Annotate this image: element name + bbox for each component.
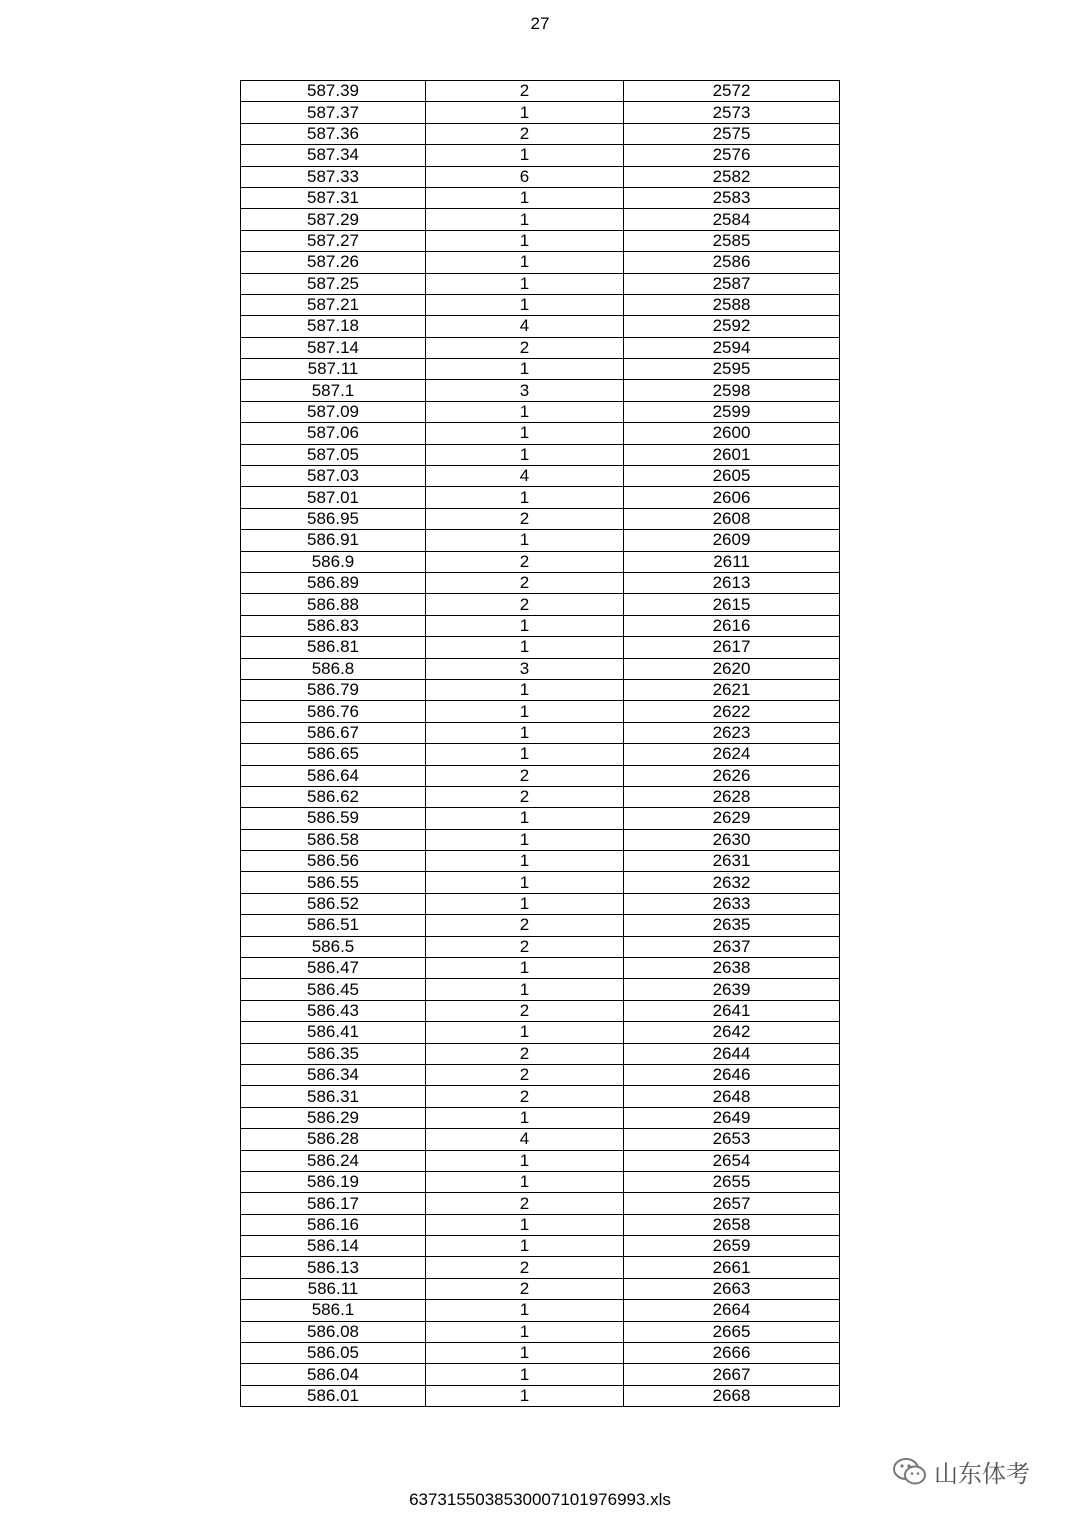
count-cell: 4 xyxy=(426,1129,624,1150)
score-cell: 586.19 xyxy=(241,1171,426,1192)
score-cell: 587.33 xyxy=(241,166,426,187)
table-row xyxy=(241,1214,840,1235)
count-cell: 2 xyxy=(426,81,624,102)
page-number: 27 xyxy=(530,14,550,33)
table-row xyxy=(241,209,840,230)
count-cell: 1 xyxy=(426,1150,624,1171)
count-cell: 1 xyxy=(426,893,624,914)
count-cell: 2 xyxy=(426,337,624,358)
cumulative-cell: 2615 xyxy=(624,594,840,615)
table-row xyxy=(241,423,840,444)
cumulative-cell: 2668 xyxy=(624,1385,840,1406)
cumulative-cell: 2587 xyxy=(624,273,840,294)
score-cell: 586.01 xyxy=(241,1385,426,1406)
table-row xyxy=(241,1193,840,1214)
table-row xyxy=(241,701,840,722)
count-cell: 2 xyxy=(426,936,624,957)
table-row xyxy=(241,1236,840,1257)
table-row xyxy=(241,1300,840,1321)
score-cell: 586.79 xyxy=(241,679,426,700)
cumulative-cell: 2608 xyxy=(624,508,840,529)
cumulative-cell: 2642 xyxy=(624,1022,840,1043)
cumulative-cell: 2648 xyxy=(624,1086,840,1107)
score-cell: 586.64 xyxy=(241,765,426,786)
score-cell: 587.03 xyxy=(241,466,426,487)
cumulative-cell: 2594 xyxy=(624,337,840,358)
count-cell: 1 xyxy=(426,1214,624,1235)
score-cell: 586.52 xyxy=(241,893,426,914)
count-cell: 1 xyxy=(426,230,624,251)
score-cell: 586.05 xyxy=(241,1343,426,1364)
score-cell: 586.47 xyxy=(241,958,426,979)
score-cell: 587.1 xyxy=(241,380,426,401)
cumulative-cell: 2599 xyxy=(624,401,840,422)
score-cell: 586.35 xyxy=(241,1043,426,1064)
count-cell: 1 xyxy=(426,1300,624,1321)
table-row xyxy=(241,658,840,679)
score-cell: 586.31 xyxy=(241,1086,426,1107)
count-cell: 2 xyxy=(426,1193,624,1214)
count-cell: 1 xyxy=(426,851,624,872)
file-name: 637315503853000710197​6993.xls xyxy=(409,1490,671,1509)
table-row xyxy=(241,102,840,123)
score-cell: 586.1 xyxy=(241,1300,426,1321)
table-row xyxy=(241,722,840,743)
score-cell: 586.5 xyxy=(241,936,426,957)
score-cell: 586.43 xyxy=(241,1000,426,1021)
cumulative-cell: 2644 xyxy=(624,1043,840,1064)
score-table-body xyxy=(241,81,840,1407)
count-cell: 1 xyxy=(426,1171,624,1192)
cumulative-cell: 2657 xyxy=(624,1193,840,1214)
score-cell: 586.14 xyxy=(241,1236,426,1257)
count-cell: 1 xyxy=(426,145,624,166)
score-cell: 587.14 xyxy=(241,337,426,358)
cumulative-cell: 2622 xyxy=(624,701,840,722)
table-row xyxy=(241,893,840,914)
table-row xyxy=(241,337,840,358)
score-cell: 587.05 xyxy=(241,444,426,465)
cumulative-cell: 2666 xyxy=(624,1343,840,1364)
cumulative-cell: 2598 xyxy=(624,380,840,401)
cumulative-cell: 2663 xyxy=(624,1278,840,1299)
count-cell: 1 xyxy=(426,252,624,273)
count-cell: 1 xyxy=(426,744,624,765)
cumulative-cell: 2633 xyxy=(624,893,840,914)
table-row xyxy=(241,1278,840,1299)
cumulative-cell: 2628 xyxy=(624,786,840,807)
count-cell: 1 xyxy=(426,1107,624,1128)
table-row xyxy=(241,316,840,337)
score-cell: 586.81 xyxy=(241,637,426,658)
cumulative-cell: 2646 xyxy=(624,1064,840,1085)
cumulative-cell: 2658 xyxy=(624,1214,840,1235)
count-cell: 1 xyxy=(426,444,624,465)
table-row xyxy=(241,594,840,615)
count-cell: 1 xyxy=(426,872,624,893)
table-row xyxy=(241,252,840,273)
cumulative-cell: 2664 xyxy=(624,1300,840,1321)
count-cell: 4 xyxy=(426,466,624,487)
score-cell: 586.41 xyxy=(241,1022,426,1043)
table-row xyxy=(241,1257,840,1278)
score-cell: 586.13 xyxy=(241,1257,426,1278)
score-cell: 587.18 xyxy=(241,316,426,337)
count-cell: 1 xyxy=(426,979,624,1000)
watermark xyxy=(892,1454,1030,1489)
table-row xyxy=(241,123,840,144)
table-row xyxy=(241,572,840,593)
count-cell: 2 xyxy=(426,786,624,807)
score-cell: 586.91 xyxy=(241,530,426,551)
cumulative-cell: 2653 xyxy=(624,1129,840,1150)
count-cell: 2 xyxy=(426,1064,624,1085)
score-cell: 586.9 xyxy=(241,551,426,572)
score-cell: 586.62 xyxy=(241,786,426,807)
score-cell: 586.59 xyxy=(241,808,426,829)
cumulative-cell: 2630 xyxy=(624,829,840,850)
score-cell: 586.88 xyxy=(241,594,426,615)
cumulative-cell: 2584 xyxy=(624,209,840,230)
count-cell: 1 xyxy=(426,530,624,551)
table-row xyxy=(241,744,840,765)
cumulative-cell: 2600 xyxy=(624,423,840,444)
cumulative-cell: 2592 xyxy=(624,316,840,337)
score-cell: 587.09 xyxy=(241,401,426,422)
score-cell: 586.58 xyxy=(241,829,426,850)
cumulative-cell: 2637 xyxy=(624,936,840,957)
table-row xyxy=(241,615,840,636)
cumulative-cell: 2629 xyxy=(624,808,840,829)
score-cell: 586.67 xyxy=(241,722,426,743)
cumulative-cell: 2583 xyxy=(624,187,840,208)
cumulative-cell: 2616 xyxy=(624,615,840,636)
table-row xyxy=(241,958,840,979)
count-cell: 2 xyxy=(426,508,624,529)
table-row xyxy=(241,1129,840,1150)
count-cell: 1 xyxy=(426,401,624,422)
table-row xyxy=(241,1321,840,1342)
table-row xyxy=(241,145,840,166)
table-row xyxy=(241,765,840,786)
cumulative-cell: 2665 xyxy=(624,1321,840,1342)
score-cell: 586.28 xyxy=(241,1129,426,1150)
count-cell: 1 xyxy=(426,1022,624,1043)
table-row xyxy=(241,1150,840,1171)
count-cell: 1 xyxy=(426,187,624,208)
score-cell: 586.51 xyxy=(241,915,426,936)
table-row xyxy=(241,1364,840,1385)
table-row xyxy=(241,679,840,700)
cumulative-cell: 2623 xyxy=(624,722,840,743)
cumulative-cell: 2661 xyxy=(624,1257,840,1278)
count-cell: 1 xyxy=(426,359,624,380)
count-cell: 1 xyxy=(426,102,624,123)
table-row xyxy=(241,273,840,294)
score-cell: 587.25 xyxy=(241,273,426,294)
cumulative-cell: 2621 xyxy=(624,679,840,700)
score-cell: 587.01 xyxy=(241,487,426,508)
table-row xyxy=(241,915,840,936)
count-cell: 2 xyxy=(426,1000,624,1021)
score-cell: 586.34 xyxy=(241,1064,426,1085)
cumulative-cell: 2582 xyxy=(624,166,840,187)
table-row xyxy=(241,1000,840,1021)
count-cell: 1 xyxy=(426,701,624,722)
count-cell: 2 xyxy=(426,123,624,144)
count-cell: 2 xyxy=(426,594,624,615)
cumulative-cell: 2575 xyxy=(624,123,840,144)
score-cell: 586.45 xyxy=(241,979,426,1000)
count-cell: 1 xyxy=(426,679,624,700)
table-row xyxy=(241,401,840,422)
count-cell: 2 xyxy=(426,1086,624,1107)
score-cell: 586.16 xyxy=(241,1214,426,1235)
score-cell: 587.36 xyxy=(241,123,426,144)
table-row xyxy=(241,808,840,829)
cumulative-cell: 2626 xyxy=(624,765,840,786)
table-row xyxy=(241,851,840,872)
cumulative-cell: 2655 xyxy=(624,1171,840,1192)
score-cell: 587.37 xyxy=(241,102,426,123)
score-cell: 587.31 xyxy=(241,187,426,208)
cumulative-cell: 2588 xyxy=(624,294,840,315)
table-row xyxy=(241,979,840,1000)
table-row xyxy=(241,187,840,208)
table-row xyxy=(241,466,840,487)
table-row xyxy=(241,1343,840,1364)
table-row xyxy=(241,487,840,508)
score-cell: 587.39 xyxy=(241,81,426,102)
count-cell: 1 xyxy=(426,829,624,850)
table-row xyxy=(241,1171,840,1192)
score-cell: 586.29 xyxy=(241,1107,426,1128)
count-cell: 1 xyxy=(426,273,624,294)
score-cell: 586.89 xyxy=(241,572,426,593)
table-row xyxy=(241,551,840,572)
count-cell: 2 xyxy=(426,1278,624,1299)
score-cell: 586.04 xyxy=(241,1364,426,1385)
score-cell: 586.24 xyxy=(241,1150,426,1171)
cumulative-cell: 2576 xyxy=(624,145,840,166)
cumulative-cell: 2624 xyxy=(624,744,840,765)
count-cell: 1 xyxy=(426,294,624,315)
count-cell: 3 xyxy=(426,658,624,679)
count-cell: 2 xyxy=(426,915,624,936)
score-cell: 587.11 xyxy=(241,359,426,380)
table-row xyxy=(241,1064,840,1085)
score-cell: 586.56 xyxy=(241,851,426,872)
count-cell: 1 xyxy=(426,637,624,658)
score-cell: 586.95 xyxy=(241,508,426,529)
cumulative-cell: 2595 xyxy=(624,359,840,380)
table-row xyxy=(241,1043,840,1064)
cumulative-cell: 2609 xyxy=(624,530,840,551)
count-cell: 1 xyxy=(426,615,624,636)
cumulative-cell: 2573 xyxy=(624,102,840,123)
watermark-text: 山东体考 xyxy=(934,1461,1030,1488)
table-row xyxy=(241,166,840,187)
score-cell: 587.34 xyxy=(241,145,426,166)
cumulative-cell: 2667 xyxy=(624,1364,840,1385)
cumulative-cell: 2611 xyxy=(624,551,840,572)
score-cell: 587.21 xyxy=(241,294,426,315)
cumulative-cell: 2641 xyxy=(624,1000,840,1021)
table-row xyxy=(241,1086,840,1107)
cumulative-cell: 2659 xyxy=(624,1236,840,1257)
score-cell: 586.55 xyxy=(241,872,426,893)
score-cell: 586.17 xyxy=(241,1193,426,1214)
table-row xyxy=(241,81,840,102)
table-row xyxy=(241,1107,840,1128)
wechat-icon xyxy=(892,1457,928,1487)
count-cell: 1 xyxy=(426,487,624,508)
score-cell: 587.06 xyxy=(241,423,426,444)
table-row xyxy=(241,380,840,401)
table-row xyxy=(241,936,840,957)
cumulative-cell: 2639 xyxy=(624,979,840,1000)
cumulative-cell: 2585 xyxy=(624,230,840,251)
count-cell: 1 xyxy=(426,209,624,230)
count-cell: 2 xyxy=(426,1043,624,1064)
score-cell: 586.11 xyxy=(241,1278,426,1299)
table-row xyxy=(241,1385,840,1406)
cumulative-cell: 2649 xyxy=(624,1107,840,1128)
count-cell: 3 xyxy=(426,380,624,401)
score-cell: 586.08 xyxy=(241,1321,426,1342)
cumulative-cell: 2606 xyxy=(624,487,840,508)
cumulative-cell: 2586 xyxy=(624,252,840,273)
table-row xyxy=(241,786,840,807)
cumulative-cell: 2617 xyxy=(624,637,840,658)
cumulative-cell: 2638 xyxy=(624,958,840,979)
count-cell: 2 xyxy=(426,765,624,786)
table-row xyxy=(241,1022,840,1043)
score-cell: 587.29 xyxy=(241,209,426,230)
count-cell: 6 xyxy=(426,166,624,187)
table-row xyxy=(241,359,840,380)
count-cell: 1 xyxy=(426,423,624,444)
count-cell: 2 xyxy=(426,1257,624,1278)
cumulative-cell: 2572 xyxy=(624,81,840,102)
count-cell: 1 xyxy=(426,958,624,979)
cumulative-cell: 2635 xyxy=(624,915,840,936)
cumulative-cell: 2601 xyxy=(624,444,840,465)
count-cell: 4 xyxy=(426,316,624,337)
table-row xyxy=(241,530,840,551)
score-cell: 587.26 xyxy=(241,252,426,273)
table-row xyxy=(241,444,840,465)
table-row xyxy=(241,294,840,315)
score-cell: 586.8 xyxy=(241,658,426,679)
count-cell: 1 xyxy=(426,1236,624,1257)
table-row xyxy=(241,508,840,529)
score-cell: 586.65 xyxy=(241,744,426,765)
count-cell: 2 xyxy=(426,572,624,593)
count-cell: 1 xyxy=(426,722,624,743)
count-cell: 1 xyxy=(426,1385,624,1406)
cumulative-cell: 2620 xyxy=(624,658,840,679)
cumulative-cell: 2605 xyxy=(624,466,840,487)
count-cell: 2 xyxy=(426,551,624,572)
table-row xyxy=(241,829,840,850)
score-cell: 586.76 xyxy=(241,701,426,722)
count-cell: 1 xyxy=(426,1321,624,1342)
table-row xyxy=(241,637,840,658)
cumulative-cell: 2632 xyxy=(624,872,840,893)
count-cell: 1 xyxy=(426,1364,624,1385)
cumulative-cell: 2613 xyxy=(624,572,840,593)
cumulative-cell: 2631 xyxy=(624,851,840,872)
table-row xyxy=(241,872,840,893)
count-cell: 1 xyxy=(426,808,624,829)
cumulative-cell: 2654 xyxy=(624,1150,840,1171)
count-cell: 1 xyxy=(426,1343,624,1364)
score-cell: 587.27 xyxy=(241,230,426,251)
table-row xyxy=(241,230,840,251)
score-table xyxy=(240,80,840,1407)
score-cell: 586.83 xyxy=(241,615,426,636)
